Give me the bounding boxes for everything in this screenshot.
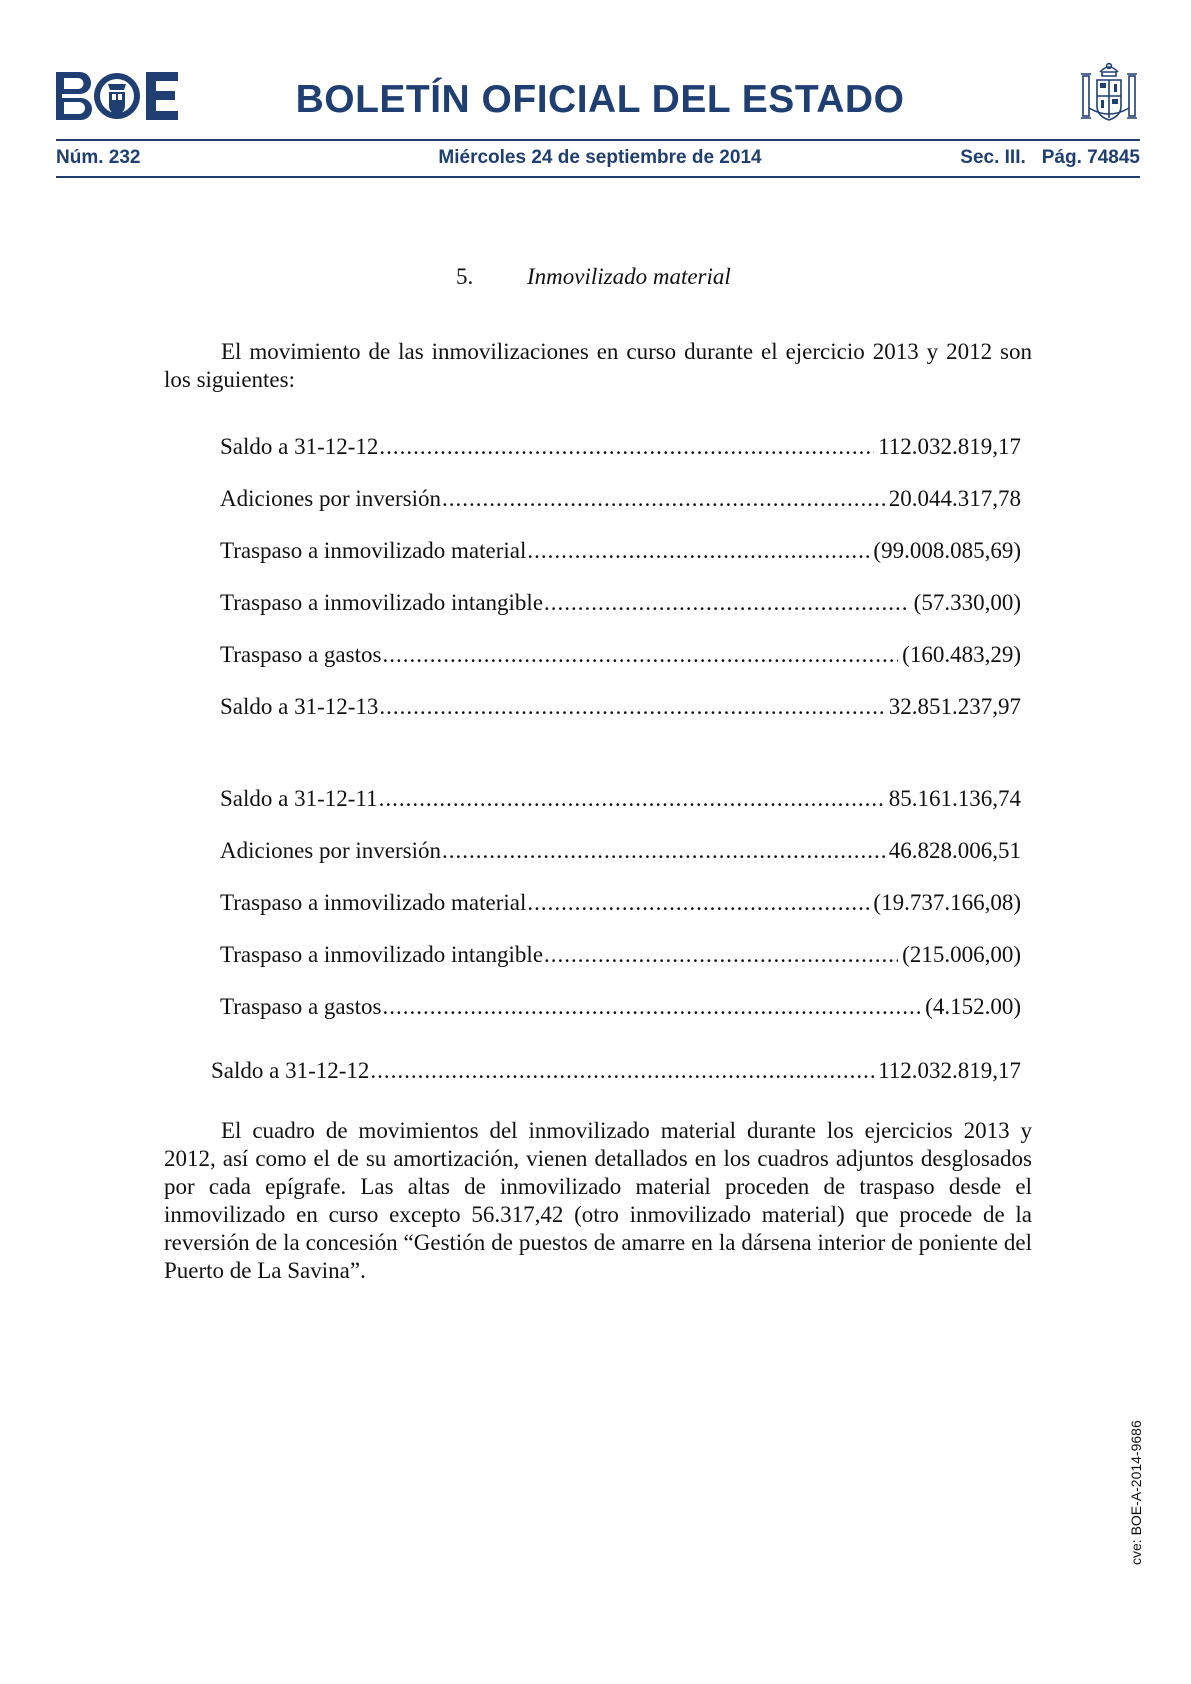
dot-leader <box>379 784 885 814</box>
dot-leader <box>442 484 885 514</box>
ledger-row <box>0 432 1191 462</box>
ledger-amount: 32.851.237,97 <box>888 694 1021 719</box>
closing-paragraph <box>164 1117 1032 1285</box>
intro-text: El movimiento de las inmovilizaciones en curso durante el ejercicio 2013 y 2012 son los siguientes: <box>164 339 1032 392</box>
dot-leader <box>382 640 898 670</box>
newspaper-title: BOLETÍN OFICIAL DEL ESTADO <box>295 78 905 121</box>
section-page-info <box>960 146 1140 170</box>
section-title: Inmovilizado material <box>527 264 731 289</box>
ledger-row <box>0 640 1191 670</box>
dot-leader <box>442 836 885 866</box>
header-rule-bottom <box>56 176 1140 178</box>
dot-leader <box>527 888 869 918</box>
ledger-amount: (57.330,00) <box>913 590 1021 615</box>
ledger-row <box>0 940 1191 970</box>
ledger-row <box>0 484 1191 514</box>
cve-text: cve: BOE-A-2014-9686 <box>1128 1420 1144 1565</box>
dot-leader <box>379 692 884 722</box>
ledger-amount: (215.006,00) <box>902 942 1021 967</box>
ledger-amount: 85.161.136,74 <box>888 786 1021 811</box>
ledger-amount: 112.032.819,17 <box>878 434 1021 459</box>
ledger-label: Adiciones por inversión <box>220 486 442 511</box>
intro-paragraph <box>164 338 1032 394</box>
dot-leader <box>379 432 874 462</box>
ledger-label: Traspaso a gastos <box>220 642 382 667</box>
ledger-label: Traspaso a inmovilizado material <box>220 890 527 915</box>
ledger-row <box>0 692 1191 722</box>
ledger-amount: 46.828.006,51 <box>888 838 1021 863</box>
dot-leader <box>544 940 898 970</box>
dot-leader <box>544 588 910 618</box>
ledger-row <box>0 836 1191 866</box>
boe-logo <box>56 72 178 120</box>
dot-leader <box>382 992 921 1022</box>
ledger-amount: 20.044.317,78 <box>888 486 1021 511</box>
ledger-amount: 112.032.819,17 <box>878 1058 1021 1083</box>
ledger-amount: (99.008.085,69) <box>873 538 1021 563</box>
dot-leader <box>370 1056 874 1086</box>
ledger-label: Traspaso a gastos <box>220 994 382 1019</box>
header-rule-top <box>56 139 1140 141</box>
ledger-label: Saldo a 31-12-13 <box>220 694 379 719</box>
ledger-label: Traspaso a inmovilizado intangible <box>220 942 544 967</box>
ledger-row <box>0 1056 1191 1086</box>
page-number: Pág. 74845 <box>1041 147 1140 168</box>
ledger-amount: (160.483,29) <box>902 642 1021 667</box>
ledger-amount: (19.737.166,08) <box>873 890 1021 915</box>
ledger-label: Saldo a 31-12-11 <box>220 786 378 811</box>
ledger-label: Saldo a 31-12-12 <box>220 434 379 459</box>
ledger-label: Traspaso a inmovilizado material <box>220 538 527 563</box>
section-label: Sec. III. <box>960 147 1026 168</box>
ledger-row <box>0 888 1191 918</box>
ledger-label: Traspaso a inmovilizado intangible <box>220 590 544 615</box>
issue-date: Miércoles 24 de septiembre de 2014 <box>438 147 762 168</box>
cve-identifier <box>1128 1405 1148 1565</box>
ledger-row <box>0 536 1191 566</box>
coat-of-arms-icon <box>1078 60 1140 128</box>
ledger-label: Adiciones por inversión <box>220 838 442 863</box>
ledger-row <box>0 992 1191 1022</box>
closing-text: El cuadro de movimientos del inmovilizado material durante los ejercicios 2013 y 2012, así como el de su amortización, vienen detallados en los cuadros adjuntos desglosados por cada epígrafe. Las altas de inmovilizado material proceden de traspaso desde el inmovilizado en curso excepto 56.317,42 (otro inmovilizado material) que procede de la reversión de la concesión “Gestión de puestos de amarre en la dársena interior de poniente del Puerto de La Savina”. <box>164 1118 1032 1283</box>
section-number: 5. <box>456 264 474 289</box>
issue-number: Núm. 232 <box>56 147 141 168</box>
ledger-amount: (4.152.00) <box>925 994 1021 1019</box>
ledger-row <box>0 588 1191 618</box>
dot-leader <box>527 536 869 566</box>
ledger-row <box>0 784 1191 814</box>
ledger-label: Saldo a 31-12-12 <box>211 1058 370 1083</box>
